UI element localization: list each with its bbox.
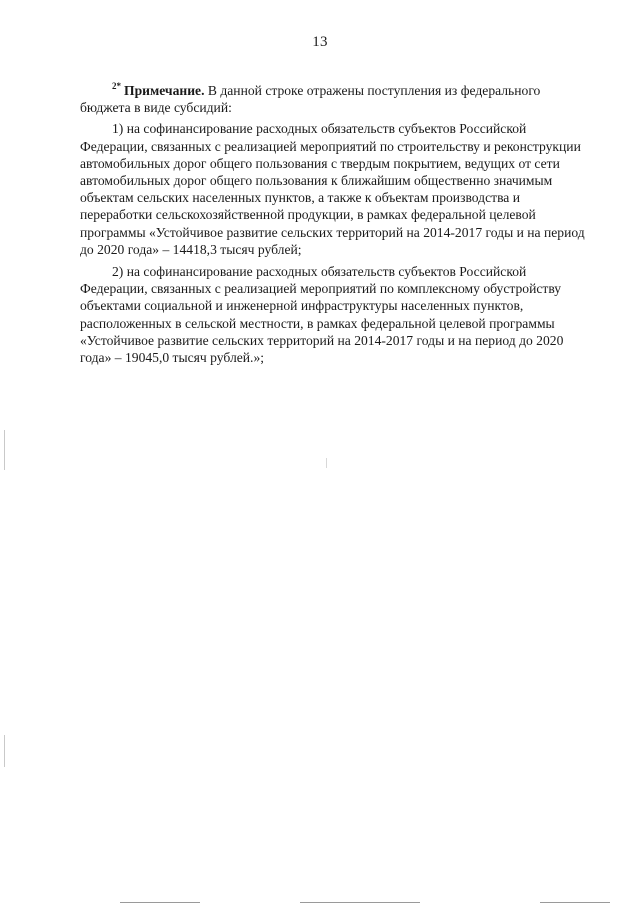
scan-bottom-rule bbox=[300, 902, 420, 903]
scan-bottom-rule bbox=[120, 902, 200, 903]
page-number: 13 bbox=[312, 34, 328, 50]
list-item: 1) на софинансирование расходных обязательств субъектов Российской Федерации, связанных с реализацией мероприятий по строительству и реконструкции автомобильных дорог общего пользования с твердым покрытием, ведущих от сети автомобильных дорог общего пользования к ближайшим общественно значимым объектам сельских населенных пунктов, а также к объектам производства и переработки сельскохозяйственной продукции, в рамках федеральной целевой программы «Устойчивое развитие сельских территорий на 2014-2017 годы и на период до 2020 года» – 14418,3 тысяч рублей; bbox=[80, 121, 585, 257]
scan-bottom-rule bbox=[540, 902, 610, 903]
note-label: Примечание. bbox=[124, 83, 205, 98]
note-paragraph bbox=[80, 82, 590, 116]
list-item: 2) на софинансирование расходных обязательств субъектов Российской Федерации, связанных с реализацией мероприятий по комплексному обустройству объектами социальной и инженерной инфраструктуры населенных пунктов, расположенных в сельской местности, в рамках федеральной целевой программы «Устойчивое развитие сельских территорий на 2014-2017 годы и на период до 2020 года» – 19045,0 тысяч рублей.»; bbox=[80, 264, 564, 366]
footnote-mark: 2* bbox=[112, 81, 121, 92]
scan-edge-mark bbox=[4, 430, 5, 470]
note-intro: В данной строке отражены поступления из федерального бюджета в виде субсидий: bbox=[80, 83, 541, 116]
scan-artifact bbox=[326, 458, 327, 468]
document-body bbox=[80, 82, 590, 366]
scan-edge-mark bbox=[4, 735, 5, 767]
